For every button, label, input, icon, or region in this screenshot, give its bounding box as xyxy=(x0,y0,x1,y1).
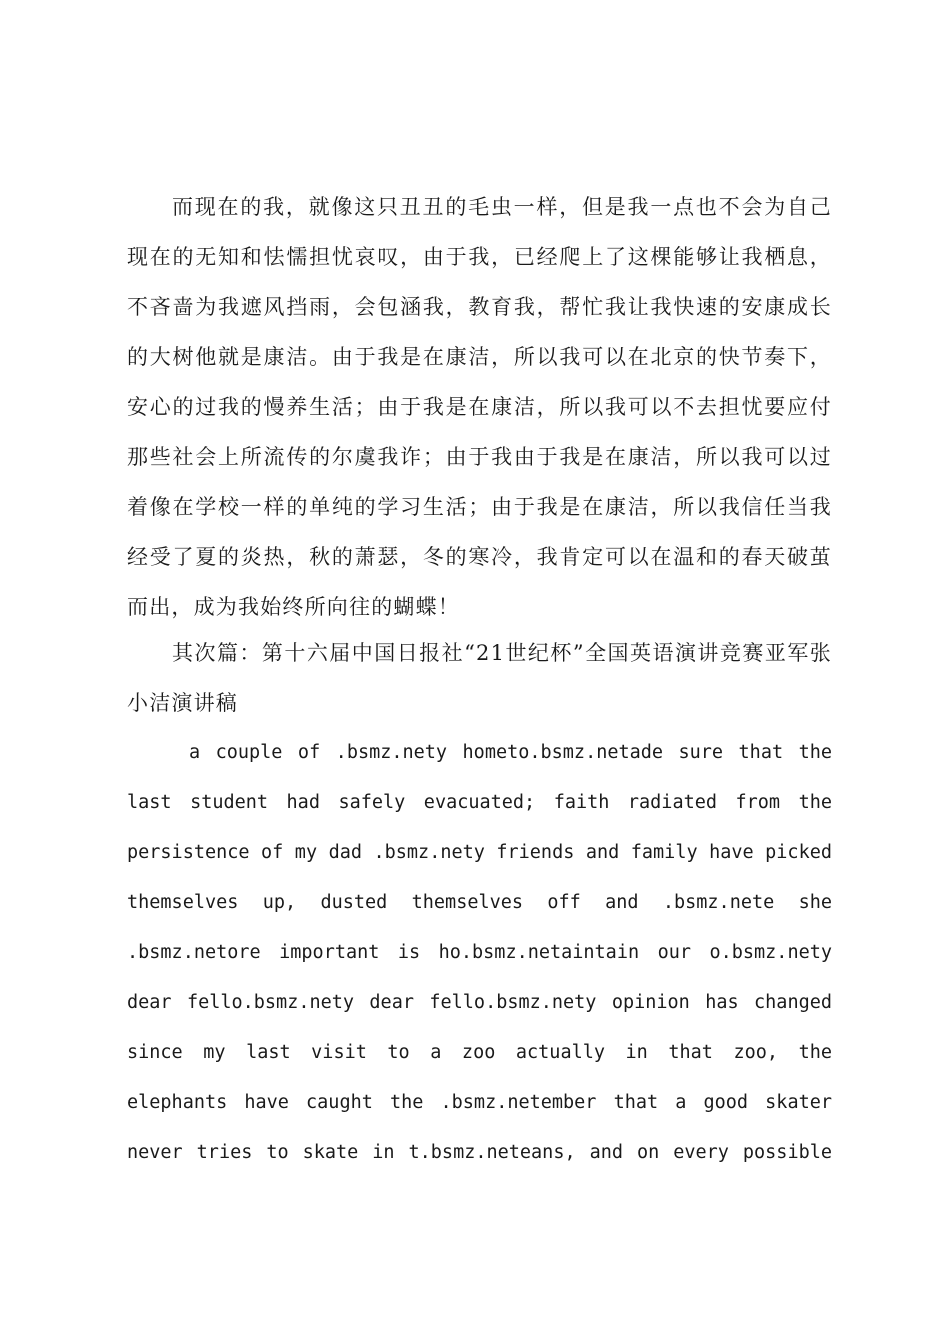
paragraph-butterfly-essay: 而现在的我，就像这只丑丑的毛虫一样，但是我一点也不会为自己现在的无知和怯懦担忧哀叹，由于我，已经爬上了这棵能够让我栖息，不吝啬为我遮风挡雨，会包涵我，教育我，帮忙我让我快速的安康成长的大树他就是康洁。由于我是在康洁，所以我可以在北京的快节奏下，安心的过我的慢养生活；由于我是在康洁，所以我可以不去担忧要应付那些社会上所流传的尔虞我诈；由于我由于我是在康洁，所以我可以过着像在学校一样的单纯的学习生活；由于我是在康洁，所以我信任当我经受了夏的炎热，秋的萧瑟，冬的寒冷，我肯定可以在温和的春天破茧而出，成为我始终所向往的蝴蝶！ xyxy=(127,195,832,619)
paragraph-english-speech: a couple of .bsmz.nety hometo.bsmz.netade sure that the last student had safely evacuated; faith radiated from the persistence of my dad .bsmz.nety friends and family have picked themselves up, dusted themselves off and .bsmz.nete she .bsmz.netore important is ho.bsmz.netaintain our o.bsmz.nety dear fello.bsmz.nety dear fello.bsmz.nety opinion has changed since my last visit to a zoo actually in that zoo, the elephants have caught the .bsmz.netember that a good skater never tries to skate in t.bsmz.neteans, and on every possible xyxy=(127,742,832,1163)
section-heading-speech: 其次篇：第十六届中国日报社“21世纪杯”全国英语演讲竞赛亚军张小洁演讲稿 xyxy=(127,641,832,715)
